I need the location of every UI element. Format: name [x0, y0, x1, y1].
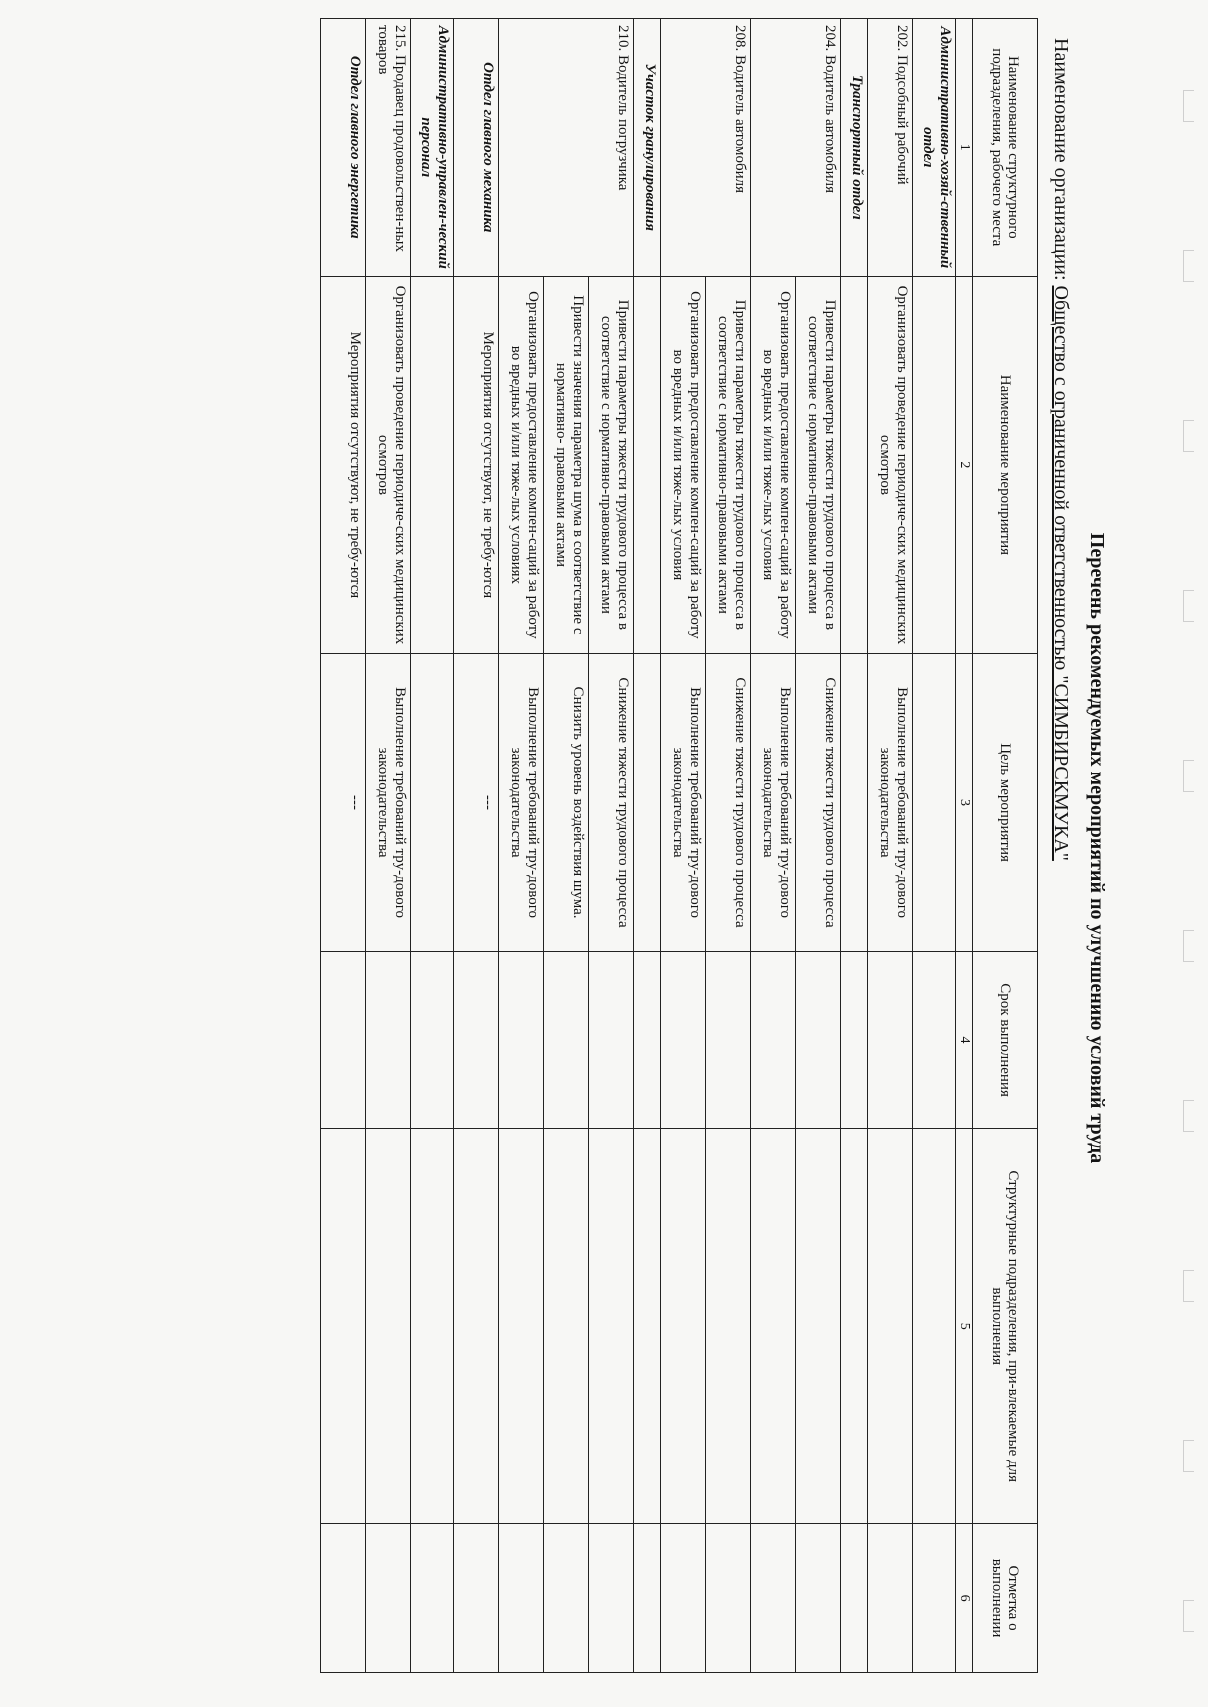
column-number-row — [956, 19, 973, 1673]
scan-mark — [1183, 90, 1194, 122]
section-heading: Отдел главного энергетика — [321, 19, 366, 277]
goal-cell: Снижение тяжести трудового процесса — [796, 654, 841, 952]
column-number: 4 — [956, 951, 973, 1128]
measure-cell: Привести параметры тяжести трудового процесса в соответствие с нормативно-правовыми актами — [706, 276, 751, 654]
measure-cell: Привести параметры тяжести трудового процесса в соответствие с нормативно-правовыми актами — [796, 276, 841, 654]
scan-mark — [1183, 1100, 1194, 1132]
goal-cell: Снизить уровень воздействия шума. — [544, 654, 589, 952]
table-row — [634, 19, 661, 1673]
measure-cell: Организовать проведение периодиче-ских медицинских осмотров — [868, 276, 913, 654]
goal-cell: Выполнение требований тру-дового законодательства — [499, 654, 544, 952]
scan-mark — [1183, 930, 1194, 962]
column-number: 1 — [956, 19, 973, 277]
section-heading: Административно-хозяй-ственный отдел — [913, 19, 956, 277]
document-title: Перечень рекомендуемых мероприятий по улучшению условий труда — [1086, 532, 1108, 1164]
table-row — [366, 19, 411, 1673]
scan-mark — [1183, 590, 1194, 622]
table-header-row — [973, 19, 1038, 1673]
scan-mark — [1183, 1270, 1194, 1302]
table-row — [841, 19, 868, 1673]
scan-mark — [1183, 250, 1194, 282]
column-number: 5 — [956, 1129, 973, 1524]
goal-cell: Выполнение требований тру-дового законодательства — [661, 654, 706, 952]
header-cell: Отметка о выполнении — [973, 1524, 1038, 1673]
table-row — [706, 19, 751, 1673]
org-name: Общество с ограниченной ответственностью "СИМБИРСКМУКА" — [1050, 285, 1072, 861]
goal-cell: Снижение тяжести трудового процесса — [706, 654, 751, 952]
column-number: 2 — [956, 276, 973, 654]
table-row — [796, 19, 841, 1673]
section-heading: Административно-управлен-ческий персонал — [411, 19, 454, 277]
measure-cell: Организовать предоставление компен-саций за работу во вредных и/или тяже-лых условиях — [499, 276, 544, 654]
measure-cell: Мероприятия отсутствуют, не требу-ются — [454, 276, 499, 654]
workplace-name: 204. Водитель автомобиля — [751, 19, 841, 277]
workplace-name: 202. Подсобный рабочий — [868, 19, 913, 277]
header-cell: Срок выполнения — [973, 951, 1038, 1128]
workplace-name: 210. Водитель погрузчика — [499, 19, 634, 277]
header-cell: Наименование структурного подразделения, рабочего места — [973, 19, 1038, 277]
header-cell: Структурные подразделения, при-влекаемые для выполнения — [973, 1129, 1038, 1524]
workplace-name: 215. Продавец продовольствен-ных товаров — [366, 19, 411, 277]
document-page — [0, 18, 1110, 1678]
scan-edge-marks — [1148, 0, 1208, 1707]
section-heading: Отдел главного механика — [454, 19, 499, 277]
header-cell: Цель мероприятия — [973, 654, 1038, 952]
goal-cell: Снижение тяжести трудового процесса — [589, 654, 634, 952]
org-label: Наименование организации: — [1050, 38, 1072, 281]
goal-cell: --- — [454, 654, 499, 952]
scan-mark — [1183, 760, 1194, 792]
scan-mark — [1183, 420, 1194, 452]
column-number: 3 — [956, 654, 973, 952]
section-heading: Транспортный отдел — [841, 19, 868, 277]
measures-table — [320, 18, 1038, 1673]
scan-mark — [1183, 1600, 1194, 1632]
measure-cell: Организовать проведение периодиче-ских медицинских осмотров — [366, 276, 411, 654]
workplace-name: 208. Водитель автомобиля — [661, 19, 751, 277]
measure-cell: Привести значения параметра шума в соответствие с нормативно- правовыми актами — [544, 276, 589, 654]
table-row — [589, 19, 634, 1673]
goal-cell: Выполнение требований тру-дового законодательства — [751, 654, 796, 952]
table-row — [321, 19, 366, 1673]
table-row — [868, 19, 913, 1673]
goal-cell: Выполнение требований тру-дового законодательства — [366, 654, 411, 952]
organization-line — [1049, 38, 1072, 861]
measure-cell: Мероприятия отсутствуют, не требу-ются — [321, 276, 366, 654]
table-row — [913, 19, 956, 1673]
section-heading: Участок гранулирования — [634, 19, 661, 277]
measure-cell: Организовать предоставление компен-саций за работу во вредных и/или тяже-лых условия — [751, 276, 796, 654]
table-row — [411, 19, 454, 1673]
table-row — [454, 19, 499, 1673]
header-cell: Наименование мероприятия — [973, 276, 1038, 654]
goal-cell: Выполнение требований тру-дового законодательства — [868, 654, 913, 952]
measure-cell: Привести параметры тяжести трудового процесса в соответствие с нормативно-правовыми актами — [589, 276, 634, 654]
measure-cell: Организовать предоставление компен-саций за работу во вредных и/или тяже-лых условия — [661, 276, 706, 654]
column-number: 6 — [956, 1524, 973, 1673]
goal-cell: --- — [321, 654, 366, 952]
scan-mark — [1183, 1440, 1194, 1472]
